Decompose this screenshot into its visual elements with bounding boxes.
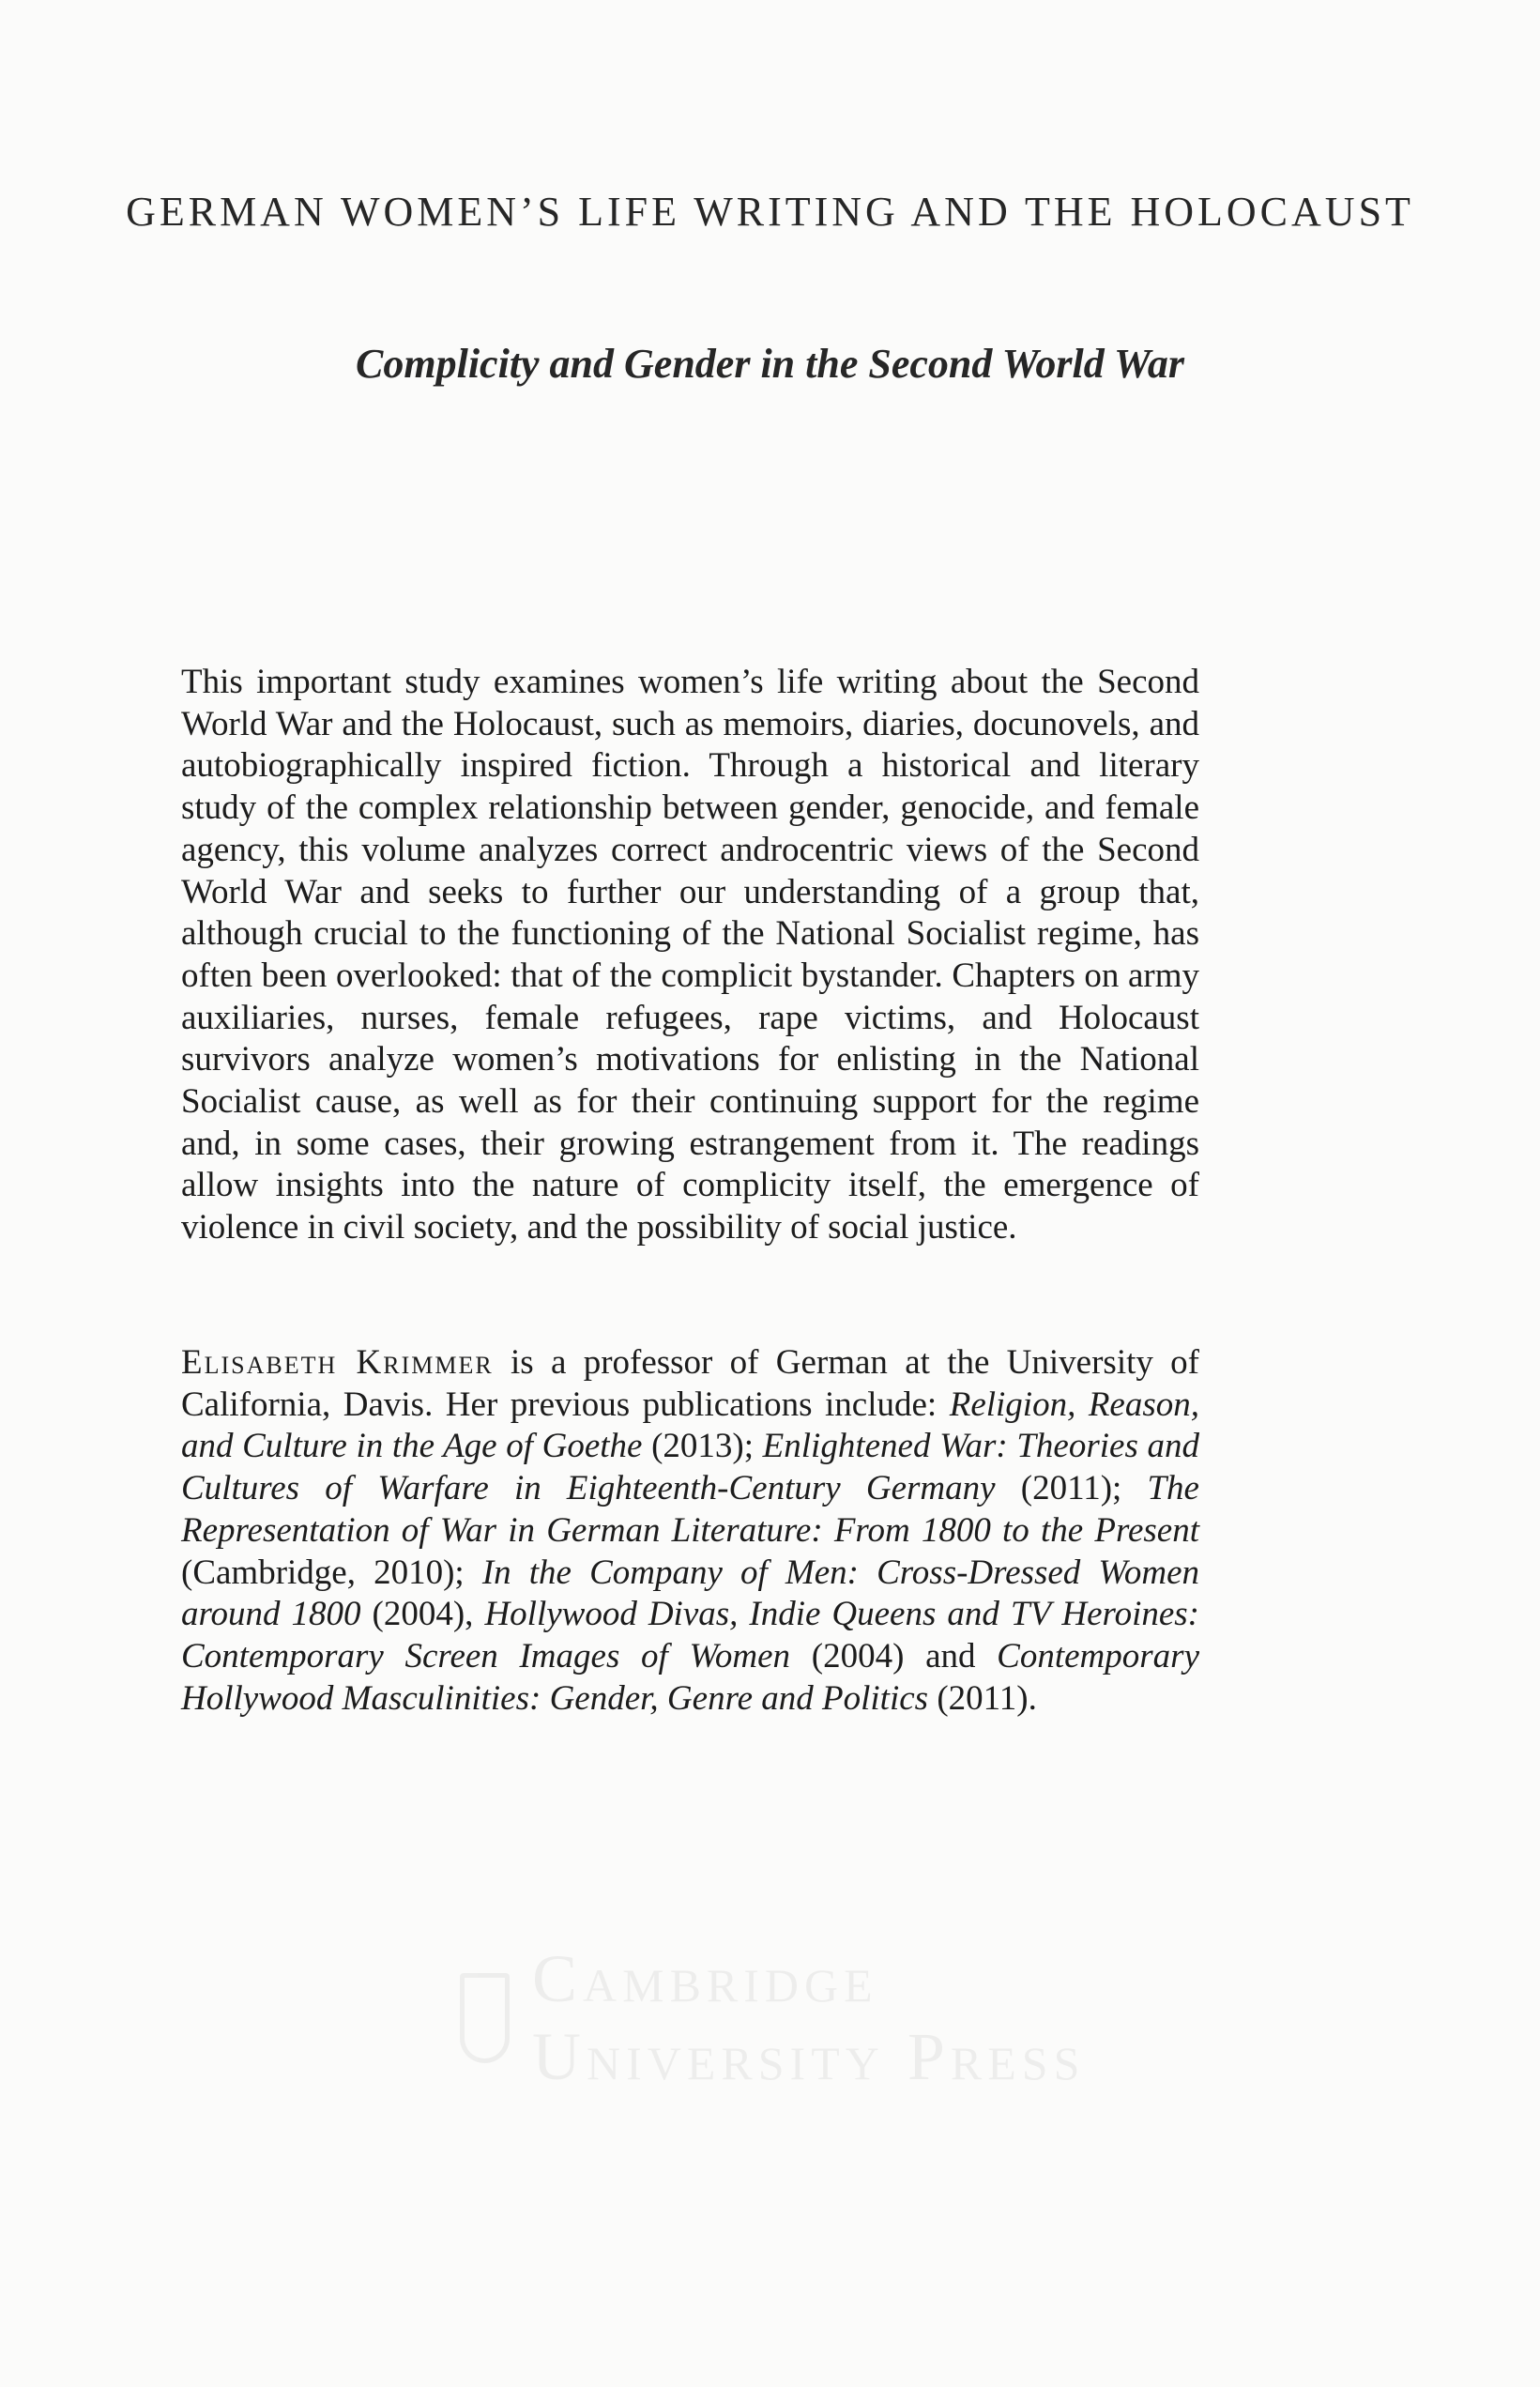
author-bio bbox=[181, 1342, 1199, 1720]
author-bio-intro: is a professor of German at the University of California, Davis. Her previous publications include: bbox=[181, 1343, 1199, 1424]
publication-title: The Representation of War in German Literature: From 1800 to the Present bbox=[181, 1469, 1199, 1550]
publication-title: In the Company of Men: Cross-Dressed Women around 1800 bbox=[181, 1553, 1199, 1634]
press-watermark-text: Cambridge University Press bbox=[531, 1941, 1086, 2094]
publication-year: (2013); bbox=[642, 1427, 763, 1466]
cambridge-shield-icon bbox=[460, 1973, 510, 2063]
press-watermark-logo bbox=[460, 1941, 1098, 2094]
publication-year: (2011); bbox=[995, 1469, 1148, 1508]
book-subtitle: Complicity and Gender in the Second World War bbox=[356, 341, 1184, 387]
book-title: GERMAN WOMEN’S LIFE WRITING AND THE HOLOCAUST bbox=[126, 189, 1414, 235]
publication-year: (2004), bbox=[360, 1595, 485, 1634]
publication-title: Contemporary Hollywood Masculinities: Gender, Genre and Politics bbox=[181, 1636, 1199, 1718]
publication-year: (Cambridge, 2010); bbox=[181, 1553, 482, 1592]
publication-year: (2004) and bbox=[790, 1636, 998, 1675]
author-name: Elisabeth Krimmer bbox=[181, 1343, 494, 1382]
book-description: This important study examines women’s life writing about the Second World War and the Holocaust, such as memoirs, diaries, docunovels, and autobiographically inspired fiction. Through a historical and literary study of the complex relationship between gender, genocide, and female agency, this volume analyzes correct androcentric views of the Second World War and seeks to further our understanding of a group that, although crucial to the functioning of the National Socialist regime, has often been overlooked: that of the complicit bystander. Chapters on army auxiliaries, nurses, female refugees, rape victims, and Holocaust survivors analyze women’s motivations for enlisting in the National Socialist cause, as well as for their continuing support for the regime and, in some cases, their growing estrangement from it. The readings allow insights into the nature of complicity itself, the emergence of violence in civil society, and the possibility of social justice. bbox=[181, 663, 1199, 1247]
publication-title: Enlightened War: Theories and Cultures of Warfare in Eighteenth-Century Germany bbox=[181, 1427, 1199, 1508]
publication-title: Religion, Reason, and Culture in the Age of Goethe bbox=[181, 1385, 1199, 1466]
publication-title: Hollywood Divas, Indie Queens and TV Heroines: Contemporary Screen Images of Women bbox=[181, 1595, 1199, 1675]
publication-year: (2011). bbox=[928, 1678, 1037, 1718]
